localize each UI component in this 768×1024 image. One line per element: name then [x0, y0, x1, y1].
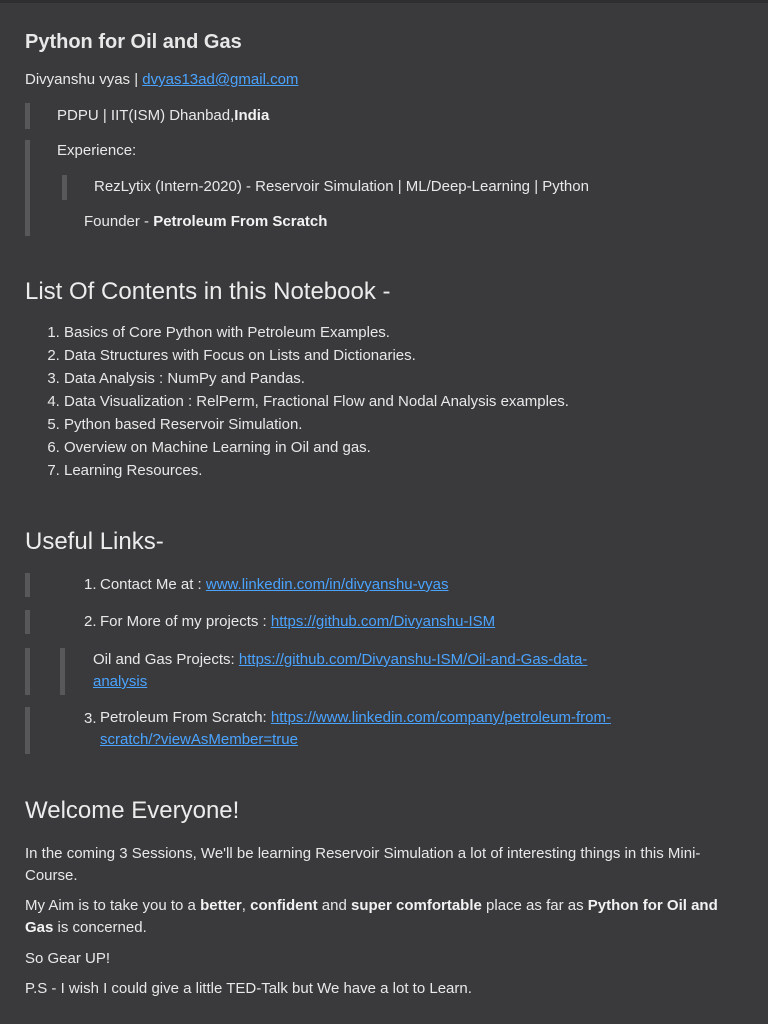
emphasis-better: better: [200, 897, 242, 914]
gear-up-paragraph: So Gear UP!: [25, 950, 111, 967]
list-item: 5. Python based Reservoir Simulation.: [64, 414, 569, 437]
nested-blockquote: [60, 648, 645, 695]
page-title: Python for Oil and Gas: [25, 31, 242, 53]
ps-paragraph: P.S - I wish I could give a little TED-Talk but We have a lot to Learn.: [25, 980, 472, 997]
text-span: and: [317, 897, 351, 914]
link-blockquote-pfs: [25, 707, 612, 754]
petroleum-from-scratch-link[interactable]: https://www.linkedin.com/company/petroleum-from-scratch/?viewAsMember=true: [100, 709, 612, 748]
list-item: 2. Data Structures with Focus on Lists and Dictionaries.: [64, 345, 569, 368]
aim-paragraph: [25, 895, 750, 939]
welcome-heading: Welcome Everyone!: [25, 797, 240, 824]
links-heading: Useful Links-: [25, 528, 164, 555]
link-label: Oil and Gas Projects:: [93, 651, 239, 668]
list-item: 3. Data Analysis : NumPy and Pandas.: [64, 368, 569, 391]
experience-label: Experience:: [57, 142, 137, 159]
founder-line: [57, 211, 327, 233]
link-text: [100, 574, 449, 596]
emphasis-confident: confident: [250, 897, 318, 914]
list-item: 6. Overview on Machine Learning in Oil and gas.: [64, 437, 569, 460]
author-email-link[interactable]: dvyas13ad@gmail.com: [142, 71, 299, 88]
institutions-blockquote: [25, 103, 269, 129]
link-text: [100, 611, 495, 633]
link-label: Petroleum From Scratch:: [100, 709, 271, 726]
text-span: place as far as: [481, 897, 588, 914]
experience-blockquote: [25, 140, 589, 236]
emphasis-comfortable: super comfortable: [350, 897, 482, 914]
contents-heading: List Of Contents in this Notebook -: [25, 278, 391, 305]
emphasis-topic: Python for Oil and Gas: [25, 897, 718, 936]
welcome-paragraph: In the coming 3 Sessions, We'll be learning Reservoir Simulation a lot of interesting things in this Mini-Course.: [25, 845, 701, 884]
institutions-text: PDPU | IIT(ISM) Dhanbad,: [57, 107, 235, 124]
oil-gas-projects-link[interactable]: https://github.com/Divyanshu-ISM/Oil-and-Gas-data-analysis: [93, 651, 588, 690]
link-text: [93, 649, 633, 693]
list-item: 4. Data Visualization : RelPerm, Fractional Flow and Nodal Analysis examples.: [64, 391, 569, 414]
list-item: 1. Basics of Core Python with Petroleum Examples.: [64, 322, 569, 345]
list-item: 7. Learning Resources.: [64, 460, 569, 483]
link-blockquote-oil-gas: [25, 648, 588, 695]
text-span: My Aim is to take you to a: [25, 897, 201, 914]
founder-org: Petroleum From Scratch: [153, 213, 328, 230]
link-number: 1.: [84, 576, 97, 593]
author-name: Divyanshu vyas |: [25, 71, 139, 88]
institutions-country: India: [234, 107, 270, 124]
experience-item: RezLytix (Intern-2020) - Reservoir Simulation | ML/Deep-Learning | Python: [94, 178, 589, 195]
link-blockquote-contact: [25, 573, 449, 597]
link-number: 3.: [84, 710, 97, 727]
experience-nested-blockquote: [62, 175, 589, 200]
github-profile-link[interactable]: https://github.com/Divyanshu-ISM: [270, 613, 496, 630]
founder-prefix: Founder -: [84, 213, 154, 230]
link-label: Contact Me at :: [100, 576, 206, 593]
link-blockquote-projects: [25, 610, 496, 634]
link-label: For More of my projects :: [100, 613, 271, 630]
text-span: ,: [241, 897, 251, 914]
author-line: [25, 69, 298, 91]
contents-list: [25, 322, 569, 483]
link-number: 2.: [84, 613, 97, 630]
link-text: [100, 707, 660, 751]
top-divider: [0, 0, 768, 3]
text-span: is concerned.: [53, 919, 147, 936]
linkedin-profile-link[interactable]: www.linkedin.com/in/divyanshu-vyas: [205, 576, 449, 593]
